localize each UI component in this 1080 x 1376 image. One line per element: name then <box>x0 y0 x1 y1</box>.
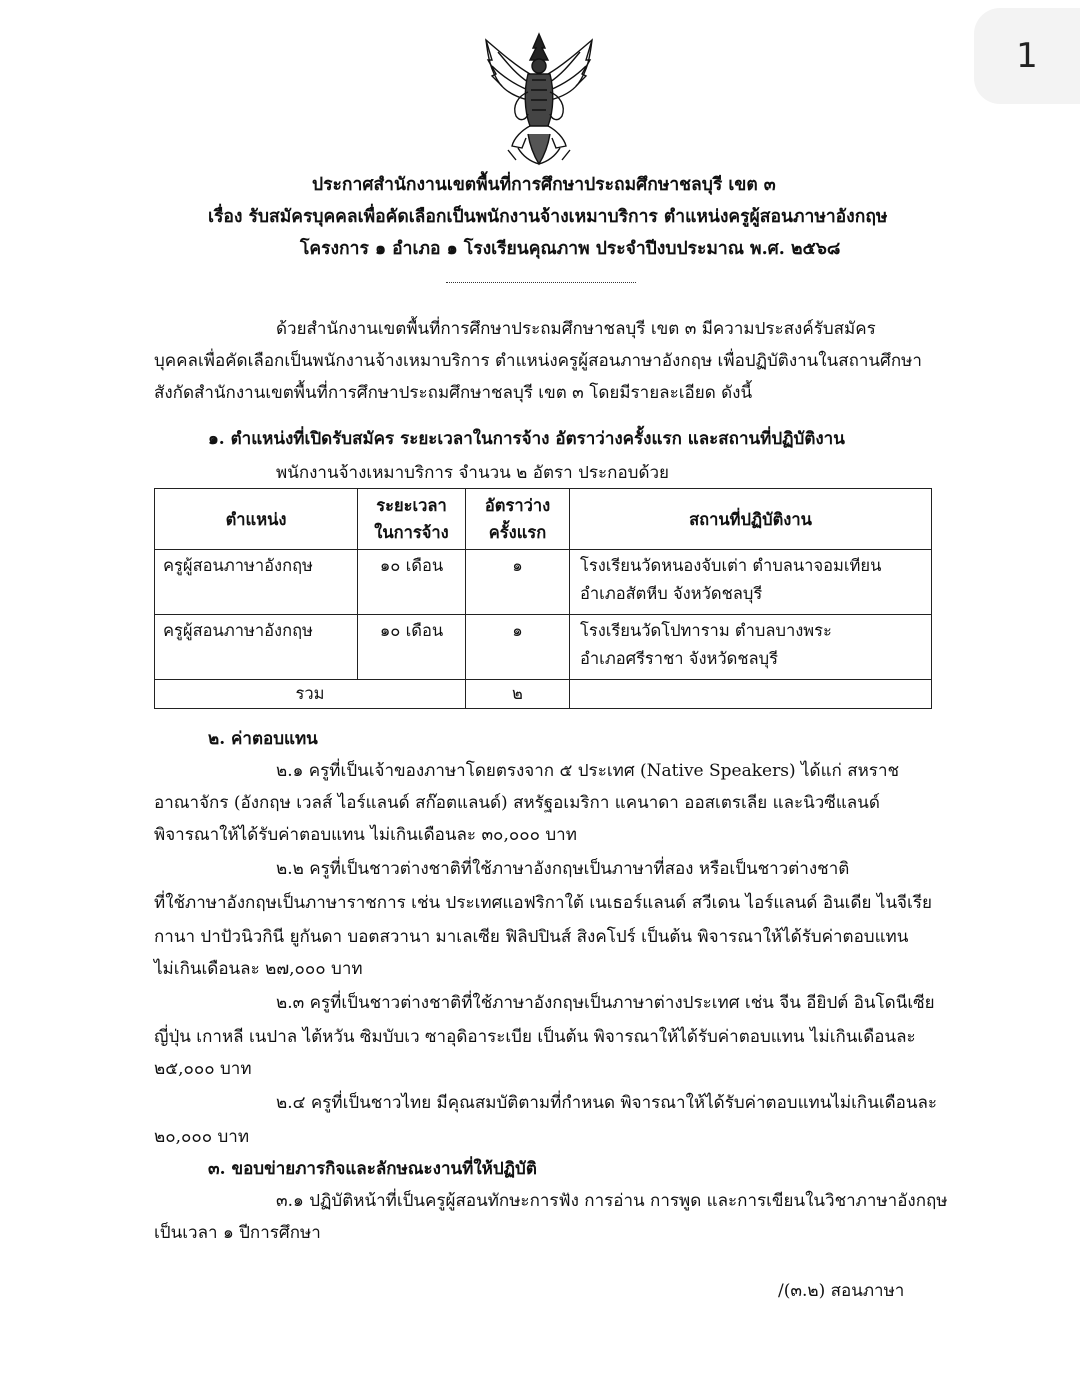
section3-line: ๓.๑ ปฏิบัติหน้าที่เป็นครูผู้สอนทักษะการฟัง การอ่าน การพูด และการเขียนในวิชาภาษาอังกฤษ <box>276 1191 948 1211</box>
garuda-emblem-icon <box>478 30 600 168</box>
section2-line: พิจารณาให้ได้รับค่าตอบแทน ไม่เกินเดือนละ ๓๐,๐๐๐ บาท <box>154 825 577 845</box>
intro-line3: สังกัดสำนักงานเขตพื้นที่การศึกษาประถมศึกษาชลบุรี เขต ๓ โดยมีรายละเอียด ดังนี้ <box>154 383 753 403</box>
header-vacancy-line1: อัตราว่าง <box>484 496 551 515</box>
section3-heading: ๓. ขอบข่ายภารกิจและลักษณะงานที่ให้ปฏิบัติ <box>208 1159 537 1179</box>
cell-vacancy: ๑ <box>466 615 570 680</box>
header-duration-line1: ระยะเวลา <box>376 496 447 515</box>
continuation-note: /(๓.๒) สอนภาษา <box>778 1281 905 1301</box>
section1-subheading: พนักงานจ้างเหมาบริการ จำนวน ๒ อัตรา ประกอบด้วย <box>276 463 669 483</box>
cell-position: ครูผู้สอนภาษาอังกฤษ <box>155 615 358 680</box>
header-duration <box>358 489 466 550</box>
header-position: ตำแหน่ง <box>155 489 358 550</box>
dotted-divider <box>446 282 636 283</box>
section2-line: กานา ปาปัวนิวกินี ยูกันดา บอตสวานา มาเลเซีย ฟิลิปปินส์ สิงคโปร์ เป็นต้น พิจารณาให้ได้รับค่าตอบแทน <box>154 927 909 947</box>
table-total-row <box>155 680 932 709</box>
table-row <box>155 550 932 615</box>
cell-position: ครูผู้สอนภาษาอังกฤษ <box>155 550 358 615</box>
cell-location-line1: โรงเรียนวัดโปทาราม ตำบลบางพระ <box>580 621 832 640</box>
cell-location-line2: อำเภอสัตหีบ จังหวัดชลบุรี <box>580 584 763 603</box>
section2-line: ๒.๓ ครูที่เป็นชาวต่างชาติที่ใช้ภาษาอังกฤษเป็นภาษาต่างประเทศ เช่น จีน อียิปต์ อินโดนีเซีย <box>276 993 935 1013</box>
intro-line1: ด้วยสำนักงานเขตพื้นที่การศึกษาประถมศึกษาชลบุรี เขต ๓ มีความประสงค์รับสมัคร <box>276 319 876 339</box>
section2-heading: ๒. ค่าตอบแทน <box>208 729 318 749</box>
section2-line: ที่ใช้ภาษาอังกฤษเป็นภาษาราชการ เช่น ประเทศแอฟริกาใต้ เนเธอร์แลนด์ สวีเดน ไอร์แลนด์ อินเดีย ไนจีเรีย <box>154 893 932 913</box>
section3-line: เป็นเวลา ๑ ปีการศึกษา <box>154 1223 321 1243</box>
positions-table <box>154 488 932 709</box>
cell-location-line2: อำเภอศรีราชา จังหวัดชลบุรี <box>580 649 778 668</box>
header-location: สถานที่ปฏิบัติงาน <box>570 489 932 550</box>
table-row <box>155 615 932 680</box>
cell-location-line1: โรงเรียนวัดหนองจับเต่า ตำบลนาจอมเทียน <box>580 556 882 575</box>
cell-location <box>570 615 932 680</box>
page-number-badge: 1 <box>974 8 1080 104</box>
header-title-line2: เรื่อง รับสมัครบุคคลเพื่อคัดเลือกเป็นพนักงานจ้างเหมาบริการ ตำแหน่งครูผู้สอนภาษาอังกฤษ <box>208 207 888 227</box>
cell-duration: ๑๐ เดือน <box>358 550 466 615</box>
table-header-row <box>155 489 932 550</box>
section2-line: ๒๕,๐๐๐ บาท <box>154 1059 252 1079</box>
section2-line: ๒.๔ ครูที่เป็นชาวไทย มีคุณสมบัติตามที่กำหนด พิจารณาให้ได้รับค่าตอบแทนไม่เกินเดือนละ <box>276 1093 938 1113</box>
intro-line2: บุคคลเพื่อคัดเลือกเป็นพนักงานจ้างเหมาบริการ ตำแหน่งครูผู้สอนภาษาอังกฤษ เพื่อปฏิบัติงานในสถานศึกษา <box>154 351 922 371</box>
header-duration-line2: ในการจ้าง <box>374 523 449 542</box>
section2-line: ๒.๑ ครูที่เป็นเจ้าของภาษาโดยตรงจาก ๕ ประเทศ (Native Speakers) ได้แก่ สหราช <box>276 761 900 781</box>
header-title-line3: โครงการ ๑ อำเภอ ๑ โรงเรียนคุณภาพ ประจำปีงบประมาณ พ.ศ. ๒๕๖๘ <box>300 239 841 259</box>
section2-line: ๒๐,๐๐๐ บาท <box>154 1127 250 1147</box>
header-vacancy <box>466 489 570 550</box>
section1-heading: ๑. ตำแหน่งที่เปิดรับสมัคร ระยะเวลาในการจ้าง อัตราว่างครั้งแรก และสถานที่ปฏิบัติงาน <box>208 429 845 449</box>
total-label: รวม <box>155 680 466 709</box>
header-vacancy-line2: ครั้งแรก <box>488 523 547 542</box>
section2-line: อาณาจักร (อังกฤษ เวลส์ ไอร์แลนด์ สก๊อตแลนด์) สหรัฐอเมริกา แคนาดา ออสเตรเลีย และนิวซีแลนด์ <box>154 793 880 813</box>
cell-duration: ๑๐ เดือน <box>358 615 466 680</box>
section2-line: ๒.๒ ครูที่เป็นชาวต่างชาติที่ใช้ภาษาอังกฤษเป็นภาษาที่สอง หรือเป็นชาวต่างชาติ <box>276 859 850 879</box>
header-title-line1: ประกาศสำนักงานเขตพื้นที่การศึกษาประถมศึกษาชลบุรี เขต ๓ <box>312 175 776 195</box>
section2-line: ญี่ปุ่น เกาหลี เนปาล ไต้หวัน ซิมบับเว ซาอุดิอาระเบีย เป็นต้น พิจารณาให้ได้รับค่าตอบแทน ไม่เกินเดือนละ <box>154 1027 916 1047</box>
total-empty-cell <box>570 680 932 709</box>
section2-line: ไม่เกินเดือนละ ๒๗,๐๐๐ บาท <box>154 959 363 979</box>
total-value: ๒ <box>466 680 570 709</box>
cell-location <box>570 550 932 615</box>
cell-vacancy: ๑ <box>466 550 570 615</box>
